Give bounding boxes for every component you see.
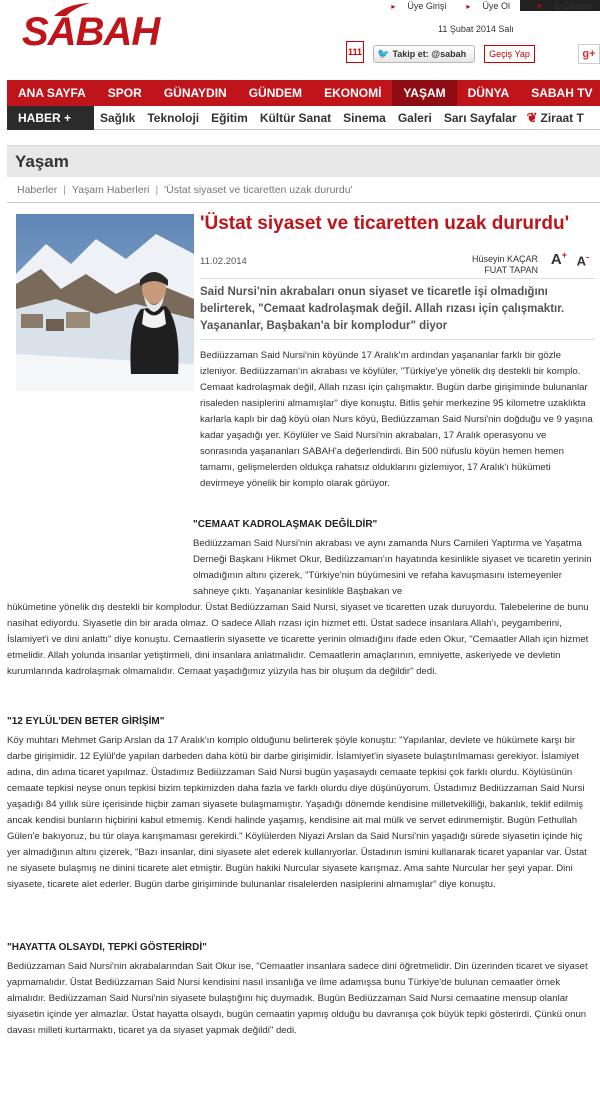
article-paragraph: Bediüzzaman Said Nursi'nin akrabalarından Sait Okur ise, "Cemaatler insanlara sadece dini öğretmelidir. Din üzerinden ticaret ve siyaset yapmamalıdır. Üstat Bediüzzaman Said Nursi kendisini nasıl insanlığa ve ilme adamışsa bunu Türkiye'de bulunan cemaatler örnek almalıdır. Bediüzzaman Said Nursi'nin siyasete bulaştığını hiç duymadık. Bugün Bediüzzaman Said Nursi cemaatine mensup olanlar siyasetin içinde yer almazlar. Üstat hayatta olsaydı, bugün cemaatin yapmış olduğu bu davranışa çok büyük tepki gösterirdi. Çünkü onun davası milleti kurtarmaktı, ticaret ya da siyaset yapmak değildi" dedi. — [7, 961, 588, 1036]
main-nav — [7, 80, 600, 106]
article-paragraph: Köy muhtarı Mehmet Garip Arslan da 17 Aralık'ın komplo olduğunu belirterek şöyle konuştu: "Yapılanlar, devlete ve hükümete karşı bir darbe girişimidir. 12 Eylül'de yapılan darbeden daha kötü bir darbe girişimidir. İslamiyet'in siyasete bulaştırılmaması gerekiyor. İslamiyet adına, din adına ticaret yapılmaz. Üstadımız Bediüzzaman Said Nursi bugün yaşasaydı cemaate tepkisi çok farklı olurdu. Köylüsünün cemaate tepkisi neyse onun tepkisi bizim tepkimizden daha fazla ve farklı olurdu diye düşünüyorum. Üstadımız Bediüzzaman Said Nursi yaşadığı 84 yıllık süre içerisinde hiçbir zaman siyasete bulaşmamıştır. Yaşadığı dönemde kendisine milletvekilliği, bakanlık, teklif edilmiş ancak kendisi bunların hiçbirini kabul etmemiş. Kendi halinde yaşamış, kendisine ait mal mülk ve servet edinmemiştir. Bugün Fethullah Gülen'e bakıyoruz, bu tür olaya karışmaması gerekirdi." Köylülerden Niyazi Arslan da Said Nursi'nin yaşadığı sürede siyasetin içinde hiç yer almadığının altını çizerek, "Bazı insanlar, dini siyasete alet ederek kullanıyorlar. Üstadının ismini kullanarak ticaret yapanlar var. Üstat ne siyasete bulaşmış ne dinini ticarete alet etmiştir. Bugün hakiki Nurcular siyasete karışmaz. Ama sahte Nurcular her şeyi yapar. Dini siyasete, ticarete alet ederler. Bugün darbe girişiminde bulunanlar risalelerden nasiplerini almamışlar" diye konuştu. — [7, 735, 587, 890]
article-subheading: "HAYATTA OLSAYDI, TEPKİ GÖSTERİRDİ" — [7, 942, 207, 953]
ziraat-logo-icon: ❦ — [526, 109, 538, 125]
breadcrumb-yasam-haberleri[interactable]: Yaşam Haberleri — [72, 183, 150, 196]
breadcrumb-haberler[interactable]: Haberler — [17, 183, 58, 196]
article-paragraph: Bediüzzaman Said Nursi'nin akrabası ve aynı zamanda Nurs Camileri Yaptırma ve Yaşatma Derneği Başkanı Hikmet Okur, Bediüzzaman'ın hayatında kesinlikle siyaset ve ticaretin yerinin olmadığının altını çizerek, "Türkiye'nin büyümesini ve refaha kavuşmasını istemeyenler sahneye çıktı. Yaşananlar kesinlikle Başbakan ve — [193, 538, 592, 597]
nav-item-gundem[interactable]: GÜNDEM — [248, 86, 303, 100]
font-down-letter: A — [576, 253, 586, 269]
nav-item-gunaydin[interactable]: GÜNAYDIN — [163, 86, 227, 100]
member-login-link[interactable] — [381, 1, 446, 11]
author-name: FUAT TAPAN — [484, 265, 538, 275]
arrow-icon: ▸ — [466, 1, 471, 11]
logo-text: SABAH — [22, 10, 160, 54]
article-photo — [16, 214, 194, 391]
subnav-item-saglik[interactable]: Sağlık — [100, 110, 136, 125]
arrow-icon: ▸ — [537, 1, 542, 10]
nav-item-sabah-tv[interactable]: SABAH TV — [531, 86, 593, 100]
ziraat-link[interactable] — [523, 110, 584, 126]
sabah-logo[interactable] — [22, 2, 192, 66]
article-subheading: "CEMAAT KADROLAŞMAK DEĞİLDİR" — [193, 519, 378, 530]
google-plus-icon[interactable]: g+ — [578, 44, 600, 64]
member-signup-link[interactable] — [456, 1, 510, 11]
article-authors — [472, 254, 538, 276]
article-meta — [200, 245, 595, 279]
header-date: 11 Şubat 2014 Salı — [438, 24, 514, 34]
egazete-label: E-Gazete — [553, 0, 592, 11]
increase-font-button[interactable] — [551, 250, 567, 268]
breadcrumb — [7, 177, 600, 203]
nav-item-dunya[interactable]: DÜNYA — [467, 86, 510, 100]
subnav-item-sari-sayfalar[interactable]: Sarı Sayfalar — [443, 110, 517, 125]
author-name: Hüseyin KAÇAR — [471, 254, 538, 264]
twitter-follow-label: Takip et: @sabah — [392, 49, 467, 59]
calendar-badge-icon[interactable]: 111 — [346, 41, 364, 63]
section-header — [7, 145, 600, 177]
subnav-item-galeri[interactable]: Galeri — [397, 110, 432, 125]
article-paragraph: hükümetine yönelik dış destekli bir komplodur. Üstat Bediüzzaman Said Nursi, siyaset ve ticaretten uzak duruyordu. Talebelerine de bunu nasihat ediyordu. Siyasetle din bir arada olmaz. O sadece Allah rızası için hizmet etti. Üstat sadece insanlara Allah'ı, peygamberini, İslamiyet'i ve dini anlattı" diye konuştu. Cemaatlerin siyasette ve ticarette yerinin olmadığını ifade eden Okur, "Cemaatler Allah için hizmet etmelidir. Allah yolunda insanlar yetiştirmeli, dini insanlara anlatmalıdır. Cemaatlerin amaçlarının, emniyette, askeriyede ve devletin kurumlarında kadrolaşmak olmamalıdır. Cemaat yaşadığımız yüzyıla has bir oluşum da değildir" dedi. — [7, 602, 589, 677]
subnav-item-kultur-sanat[interactable]: Kültür Sanat — [259, 110, 332, 125]
subnav-item-sinema[interactable]: Sinema — [343, 110, 386, 125]
font-up-letter: A — [550, 251, 562, 268]
article-photo-illustration — [16, 214, 194, 391]
top-links — [371, 0, 600, 11]
lead-divider — [200, 339, 595, 340]
breadcrumb-separator: | — [155, 183, 159, 196]
article-paragraph: Bediüzzaman Said Nursi'nin köyünde 17 Aralık'ın ardından yaşananlar farklı bir gözle izleniyor. Bediüzzaman'ın akrabası ve köylüler, "Türkiye'ye yönelik dış destekli bir komplo. Cemaat kadrolaşmak değil, Allah rızası için çalışmaktır. Bugün darbe girişiminde bulunanlar risaleden nasiplerini almamışlar" diye konuştu. Bitlis şehir merkezine 95 kilometre uzaklıkta karlarla kaplı bir dağ köyü olan Nurs köyü, Bediüzzaman Said Nursi'nin doğduğu ve 9 yaşına kadar yaşadığı yer. Köylüler ve Said Nursi'nin akrabaları, 17 Aralık operasyonu ve sonrasında yaşananları SABAH'a değerlendirdi. Bin 500 nüfuslu köyün hemen hemen tamamı, gelişmelerden oldukça rahatsız olduklarını gizlemiyor, 17 Aralık'ı hükümeti devirmeye yönelik bir komplo olarak görüyor. — [200, 350, 593, 489]
ziraat-label: Ziraat T — [540, 110, 584, 125]
subnav-item-egitim[interactable]: Eğitim — [211, 110, 248, 125]
member-signup-label: Üye Ol — [482, 0, 510, 11]
article-subheading: "12 EYLÜL'DEN BETER GİRİŞİM" — [7, 716, 165, 727]
switch-button[interactable]: Geçiş Yap — [484, 45, 535, 63]
article-date: 11.02.2014 — [200, 256, 247, 267]
nav-item-yasam[interactable]: YAŞAM — [392, 80, 456, 106]
twitter-follow-button[interactable] — [373, 45, 475, 63]
nav-item-ana-sayfa[interactable]: ANA SAYFA — [18, 86, 86, 100]
decrease-font-button[interactable] — [577, 252, 589, 268]
plus-icon: + — [561, 250, 567, 260]
egazete-link[interactable] — [520, 0, 600, 11]
haber-plus-menu[interactable]: HABER + — [7, 106, 94, 130]
article-lead: Said Nursi'nin akrabaları onun siyaset ve ticaretle işi olmadığını belirterek, "Cemaat kadrolaşmak değil. Allah rızası için çalışmaktır. Yaşananlar, Başbakan'a bir komplodur" diyor — [200, 286, 565, 332]
twitter-icon: 🐦 — [377, 48, 390, 60]
minus-icon: - — [586, 252, 589, 262]
sub-nav — [7, 106, 600, 130]
arrow-icon: ▸ — [391, 1, 396, 11]
breadcrumb-current: 'Üstat siyaset ve ticaretten uzak dururdu' — [164, 183, 353, 196]
nav-item-spor[interactable]: SPOR — [107, 86, 142, 100]
section-title: Yaşam — [15, 152, 69, 171]
site-header — [0, 0, 600, 80]
article-title: 'Üstat siyaset ve ticaretten uzak dururdu' — [200, 213, 570, 234]
member-login-label: Üye Girişi — [407, 0, 447, 11]
breadcrumb-separator: | — [63, 183, 67, 196]
subnav-item-teknoloji[interactable]: Teknoloji — [147, 110, 200, 125]
nav-item-ekonomi[interactable]: EKONOMİ — [324, 86, 382, 100]
